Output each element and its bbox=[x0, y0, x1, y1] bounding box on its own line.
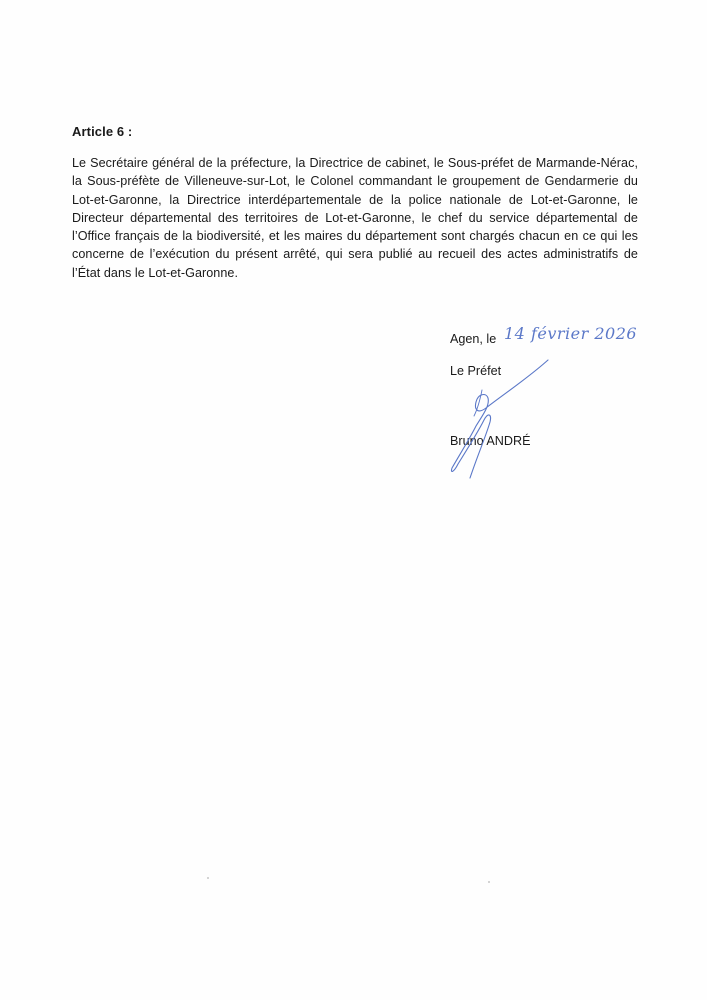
signer-title: Le Préfet bbox=[450, 364, 502, 378]
date-line bbox=[450, 332, 496, 346]
article-body-paragraph: Le Secrétaire général de la préfecture, la Directrice de cabinet, le Sous-préfet de Marmande-Nérac, la Sous-préfète de Villeneuve-sur-Lot, le Colonel commandant le groupement de Gendarmerie du Lot-et-Garonne, la Directrice interdépartementale de la police nationale de Lot-et-Garonne, le Directeur départemental des territoires de Lot-et-Garonne, le chef du service départemental de l’Office français de la biodiversité, et les maires du département sont chargés chacun en ce qui les concerne de l’exécution du présent arrêté, qui sera publié au recueil des actes administratifs de l’État dans le Lot-et-Garonne. bbox=[72, 156, 638, 280]
handwritten-date: 14 février 2026 bbox=[504, 324, 638, 343]
scan-speck bbox=[207, 877, 209, 879]
place-prefix: Agen, le bbox=[450, 332, 497, 346]
signer-name: Bruno ANDRÉ bbox=[450, 434, 531, 448]
signature-block bbox=[450, 324, 670, 500]
article-heading: Article 6 : bbox=[72, 124, 133, 139]
scan-speck bbox=[488, 881, 490, 883]
